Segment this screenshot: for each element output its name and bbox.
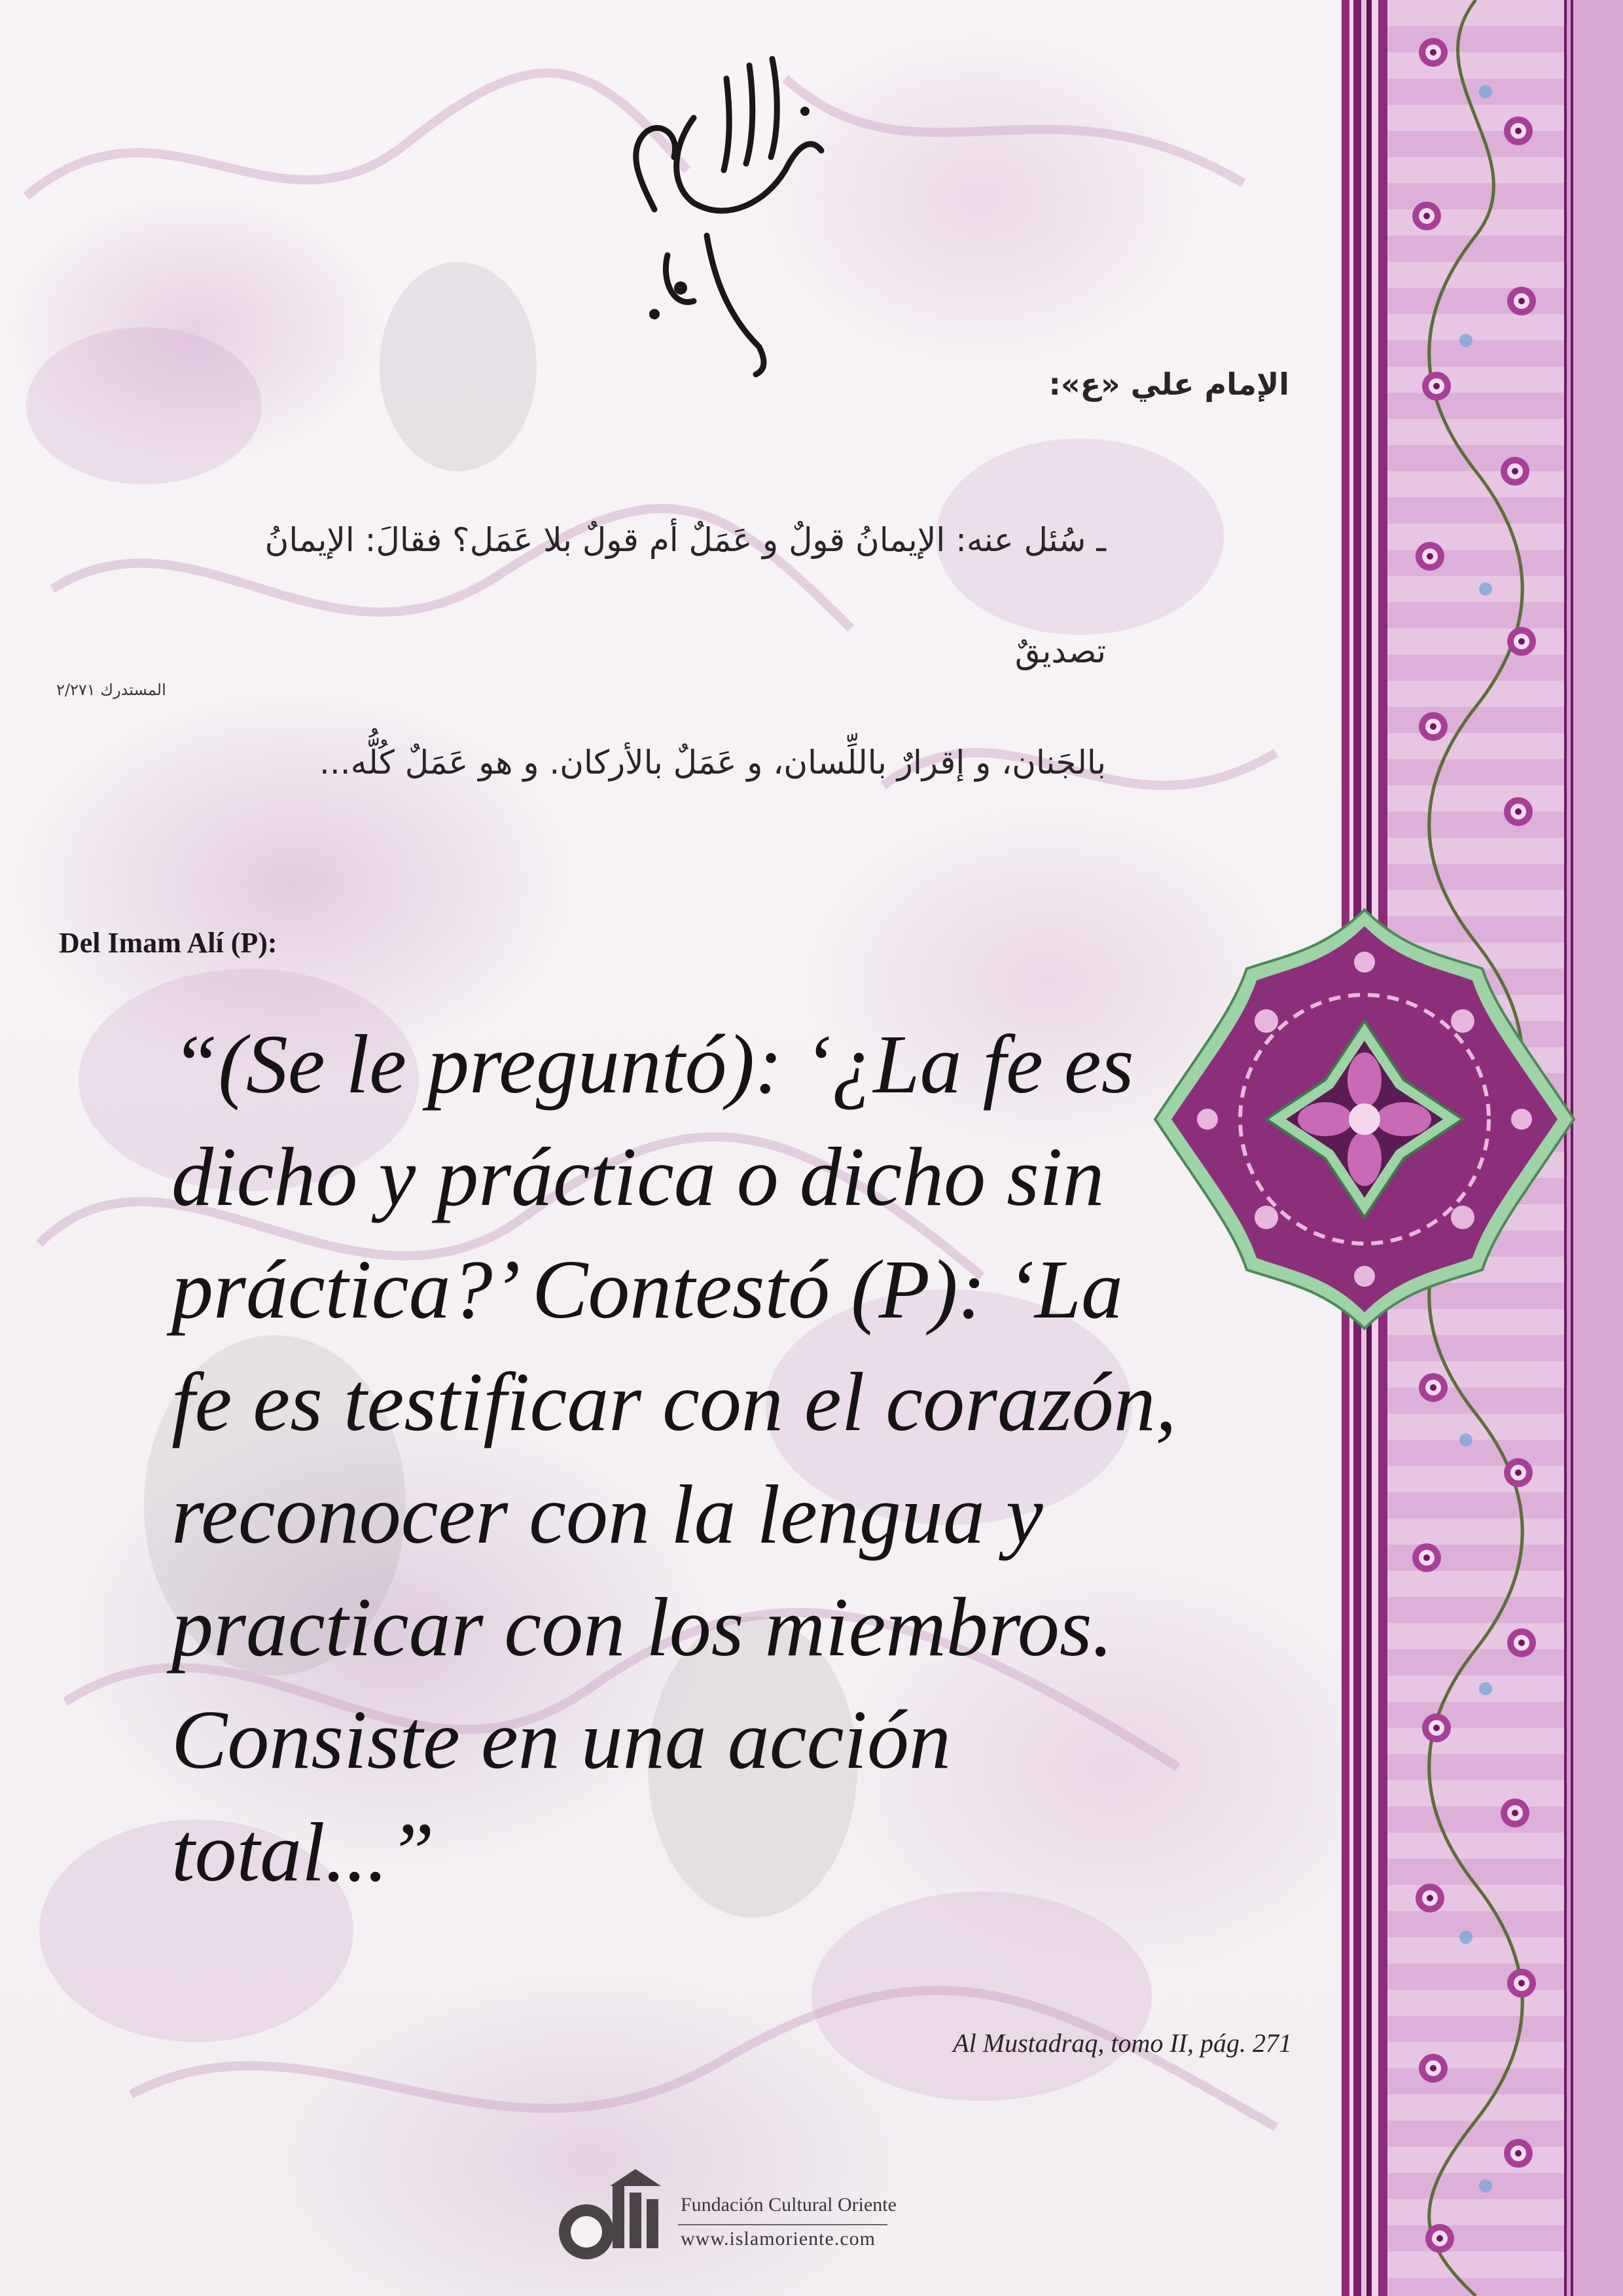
spanish-source: Al Mustadraq, tomo II, pág. 271 [953, 2028, 1292, 2058]
footer-divider [678, 2224, 887, 2225]
arabic-heading: الإمام علي «ع»: [1048, 367, 1289, 402]
arabic-hadith [190, 484, 1106, 818]
footer-website-link[interactable]: www.islamoriente.com [681, 2228, 876, 2250]
spanish-heading: Del Imam Alí (P): [59, 927, 277, 959]
spanish-quote: “(Se le preguntó): ‘¿La fe es dicho y práctica o dicho sin práctica?’ Contestó (P): ‘La fe es testificar con el corazón, reconocer con la lengua y practicar con los miembros. Consiste en una acción total...” [171, 1018, 1177, 1899]
arabic-line: ـ سُئل عنه: الإيمانُ قولٌ و عَمَلٌ أم قولٌ بلا عَمَل؟ فقالَ: الإيمانُ تصديقٌ [264, 521, 1106, 670]
arabic-line: بالجَنان، و إقرارٌ باللِّسان، و عَمَلٌ بالأركان. و هو عَمَلٌ كُلُّه... [319, 744, 1106, 781]
medallion-icon [1149, 903, 1580, 1335]
footer-organization: Fundación Cultural Oriente [681, 2194, 897, 2215]
border-outer-band [1573, 0, 1623, 2296]
basmala-calligraphy-icon [615, 39, 831, 380]
arabic-source: المستدرك ٢/٢٧١ [56, 681, 166, 699]
fundacion-logo-icon [547, 2166, 678, 2265]
